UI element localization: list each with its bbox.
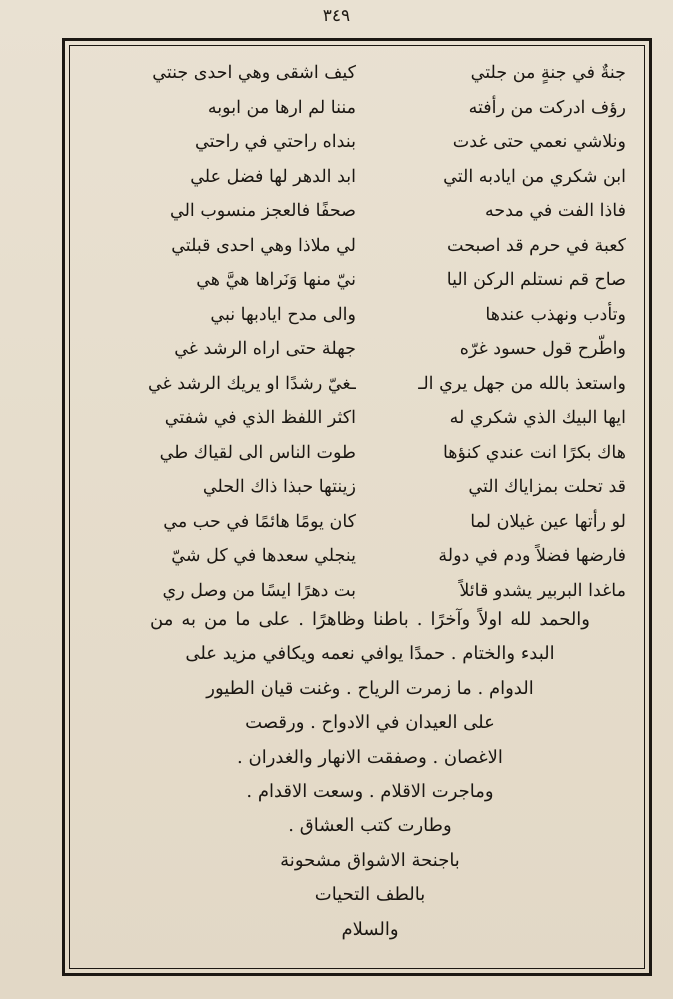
first-hemistich: لو رأتها عين غيلان لما (470, 511, 626, 532)
first-hemistich: ايها البيك الذي شكري له (449, 408, 626, 428)
verse-line (118, 470, 626, 505)
second-hemistich: والى مدح ايادبها نبي (210, 304, 356, 325)
second-hemistich: بت دهرًا ايسًا من وصل ري (162, 580, 356, 601)
closing-prose (150, 603, 590, 947)
poem-verses (118, 56, 626, 608)
verse-line (118, 539, 626, 574)
second-hemistich: ـغيّ رشدًا او يريك الرشد غي (147, 373, 356, 394)
verse-line (118, 194, 626, 229)
prose-line: الاغصان . وصفقت الانهار والغدران . (237, 746, 503, 768)
verse-line (118, 367, 626, 402)
second-hemistich: صحفًا فالعجز منسوب الي (169, 201, 356, 221)
first-hemistich: ونلاشي نعمي حتى غدت (452, 132, 626, 152)
prose-line: الدوام . ما زمرت الرياح . وغنت قيان الطيور (206, 677, 534, 699)
prose-line: بالطف التحيات (314, 884, 426, 906)
first-hemistich: ابن شكري من ايادبه التي (443, 166, 626, 187)
first-hemistich: كعبة في حرم قد اصبحت (447, 235, 626, 256)
first-hemistich: هاك بكرًا انت عندي كنؤها (442, 442, 626, 463)
verse-line (118, 505, 626, 540)
first-hemistich: واطّرح قول حسود غرّه (459, 339, 626, 359)
second-hemistich: جهلة حتى اراه الرشد غي (174, 339, 356, 359)
second-hemistich: نيّ منها وَنَراها هيَّ هي (196, 270, 356, 290)
second-hemistich: كيف اشقى وهي احدى جنتي (152, 63, 356, 83)
verse-line (118, 401, 626, 436)
second-hemistich: طوت الناس الى لقياك طي (159, 442, 356, 463)
first-hemistich: جنةٌ في جنةٍ من جلتي (470, 63, 626, 83)
second-hemistich: ابد الدهر لها فضل علي (190, 166, 356, 187)
prose-line: على العيدان في الادواح . ورقصت (245, 712, 495, 734)
second-hemistich: زينتها حبذا ذاك الحلي (202, 477, 356, 497)
verse-line (118, 332, 626, 367)
first-hemistich: وتأدب ونهذب عندها (485, 304, 626, 325)
first-hemistich: فارضها فضلاً ودم في دولة (438, 546, 626, 566)
verse-line (118, 91, 626, 126)
first-hemistich: قد تحلت بمزاياك التي (468, 477, 626, 497)
verse-line (118, 125, 626, 160)
second-hemistich: ينجلي سعدها في كل شيّ (171, 546, 356, 566)
second-hemistich: لي ملاذا وهي احدى قبلتي (171, 235, 356, 256)
verse-line (118, 298, 626, 333)
prose-line: البدء والختام . حمدًا يوافي نعمه ويكافي مزيد على (185, 643, 555, 665)
verse-line (118, 229, 626, 264)
prose-line: والحمد لله اولاً وآخرًا . باطنا وظاهرًا . على ما من به من (150, 609, 590, 630)
verse-line (118, 160, 626, 195)
second-hemistich: مننا لم ارها من ابوبه (207, 97, 356, 118)
first-hemistich: ماغدا البربير يشدو قائلاً (459, 580, 626, 601)
verse-line (118, 56, 626, 91)
prose-line: وطارت كتب العشاق . (288, 815, 452, 837)
page-number: ٣٤٩ (322, 6, 351, 26)
prose-line: وماجرت الاقلام . وسعت الاقدام . (246, 780, 494, 802)
prose-line: والسلام (341, 918, 399, 940)
prose-line: باجنحة الاشواق مشحونة (280, 849, 460, 871)
first-hemistich: واستعذ بالله من جهل يري الـ (418, 373, 626, 394)
first-hemistich: رؤف ادركت من رأفته (468, 97, 626, 118)
verse-line (118, 436, 626, 471)
second-hemistich: اكثر اللفظ الذي في شفتي (164, 408, 356, 428)
second-hemistich: كان يومًا هائمًا في حب مي (163, 511, 356, 532)
first-hemistich: صاح قم نستلم الركن اليا (446, 270, 626, 290)
second-hemistich: بنداه راحتي في راحتي (194, 132, 356, 152)
first-hemistich: فاذا الفت في مدحه (485, 201, 626, 221)
verse-line (118, 263, 626, 298)
